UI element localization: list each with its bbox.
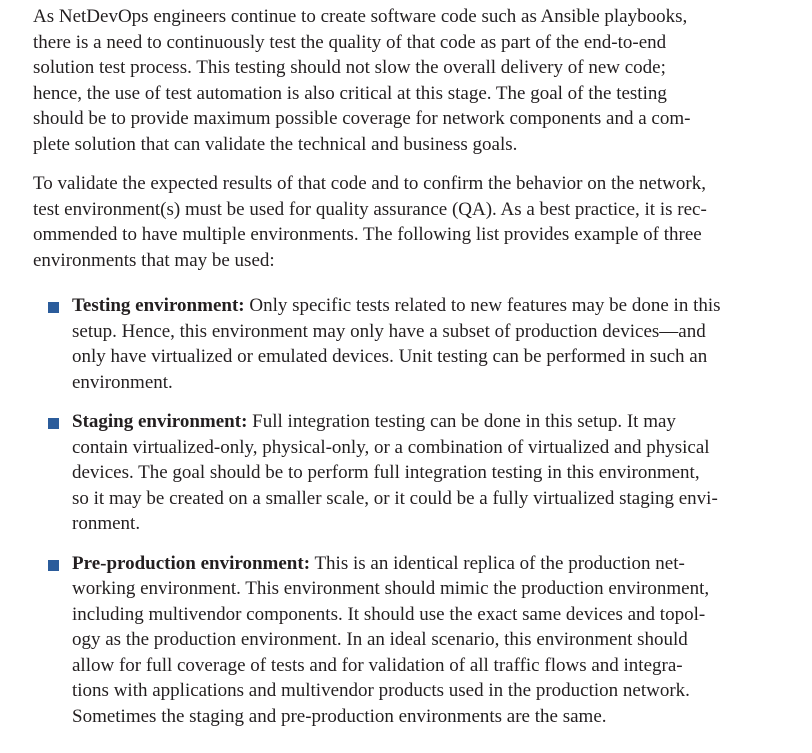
text-line bbox=[72, 293, 805, 319]
bullet-text: This is an identical replica of the production net- bbox=[310, 552, 685, 574]
document-page bbox=[33, 4, 805, 729]
text-line: plete solution that can validate the technical and business goals. bbox=[33, 133, 518, 155]
square-bullet-icon bbox=[48, 418, 59, 429]
square-bullet-icon bbox=[48, 302, 59, 313]
text-line: As NetDevOps engineers continue to create software code such as Ansible playbooks, bbox=[33, 6, 688, 27]
square-bullet-icon bbox=[48, 560, 59, 571]
bullet-testing-environment bbox=[33, 293, 805, 395]
text-line: environment. bbox=[72, 371, 173, 393]
intro-paragraph bbox=[33, 4, 805, 157]
text-line: contain virtualized-only, physical-only, or a combination of virtualized and physical bbox=[72, 436, 710, 458]
bullet-pre-production-environment bbox=[33, 551, 805, 730]
text-line: To validate the expected results of that code and to confirm the behavior on the network, bbox=[33, 173, 706, 194]
text-line: ronment. bbox=[72, 513, 141, 534]
text-line: ommended to have multiple environments. The following list provides example of three bbox=[33, 224, 702, 245]
text-line: there is a need to continuously test the quality of that code as part of the end-to-end bbox=[33, 31, 667, 53]
validation-paragraph bbox=[33, 171, 805, 273]
text-line: should be to provide maximum possible coverage for network components and a com- bbox=[33, 108, 691, 129]
text-line bbox=[72, 551, 805, 577]
text-line: devices. The goal should be to perform full integration testing in this environment, bbox=[72, 462, 700, 483]
text-line: including multivendor components. It should use the exact same devices and topol- bbox=[72, 603, 706, 625]
bullet-term: Staging environment: bbox=[72, 411, 248, 432]
text-line: ogy as the production environment. In an ideal scenario, this environment should bbox=[72, 629, 688, 650]
text-line: solution test process. This testing should not slow the overall delivery of new code; bbox=[33, 57, 666, 78]
bullet-text: Only specific tests related to new features may be done in this bbox=[244, 295, 721, 316]
environment-list bbox=[33, 293, 805, 729]
bullet-text: Full integration testing can be done in this setup. It may bbox=[247, 411, 676, 432]
text-line: working environment. This environment should mimic the production environment, bbox=[72, 578, 710, 599]
text-line: allow for full coverage of tests and for validation of all traffic flows and integra- bbox=[72, 654, 683, 676]
bullet-staging-environment bbox=[33, 409, 805, 537]
bullet-term: Testing environment: bbox=[72, 295, 245, 316]
text-line: test environment(s) must be used for quality assurance (QA). As a best practice, it is rec- bbox=[33, 198, 707, 220]
bullet-term: Pre-production environment: bbox=[72, 552, 311, 574]
text-line: environments that may be used: bbox=[33, 249, 275, 271]
text-line: Sometimes the staging and pre-production environments are the same. bbox=[72, 705, 607, 727]
text-line: so it may be created on a smaller scale, or it could be a fully virtualized staging envi- bbox=[72, 487, 718, 509]
text-line: only have virtualized or emulated devices. Unit testing can be performed in such an bbox=[72, 346, 708, 367]
text-line bbox=[72, 409, 805, 435]
text-line: tions with applications and multivendor products used in the production network. bbox=[72, 680, 690, 701]
text-line: hence, the use of test automation is also critical at this stage. The goal of the testing bbox=[33, 82, 667, 104]
text-line: setup. Hence, this environment may only have a subset of production devices—and bbox=[72, 320, 706, 342]
